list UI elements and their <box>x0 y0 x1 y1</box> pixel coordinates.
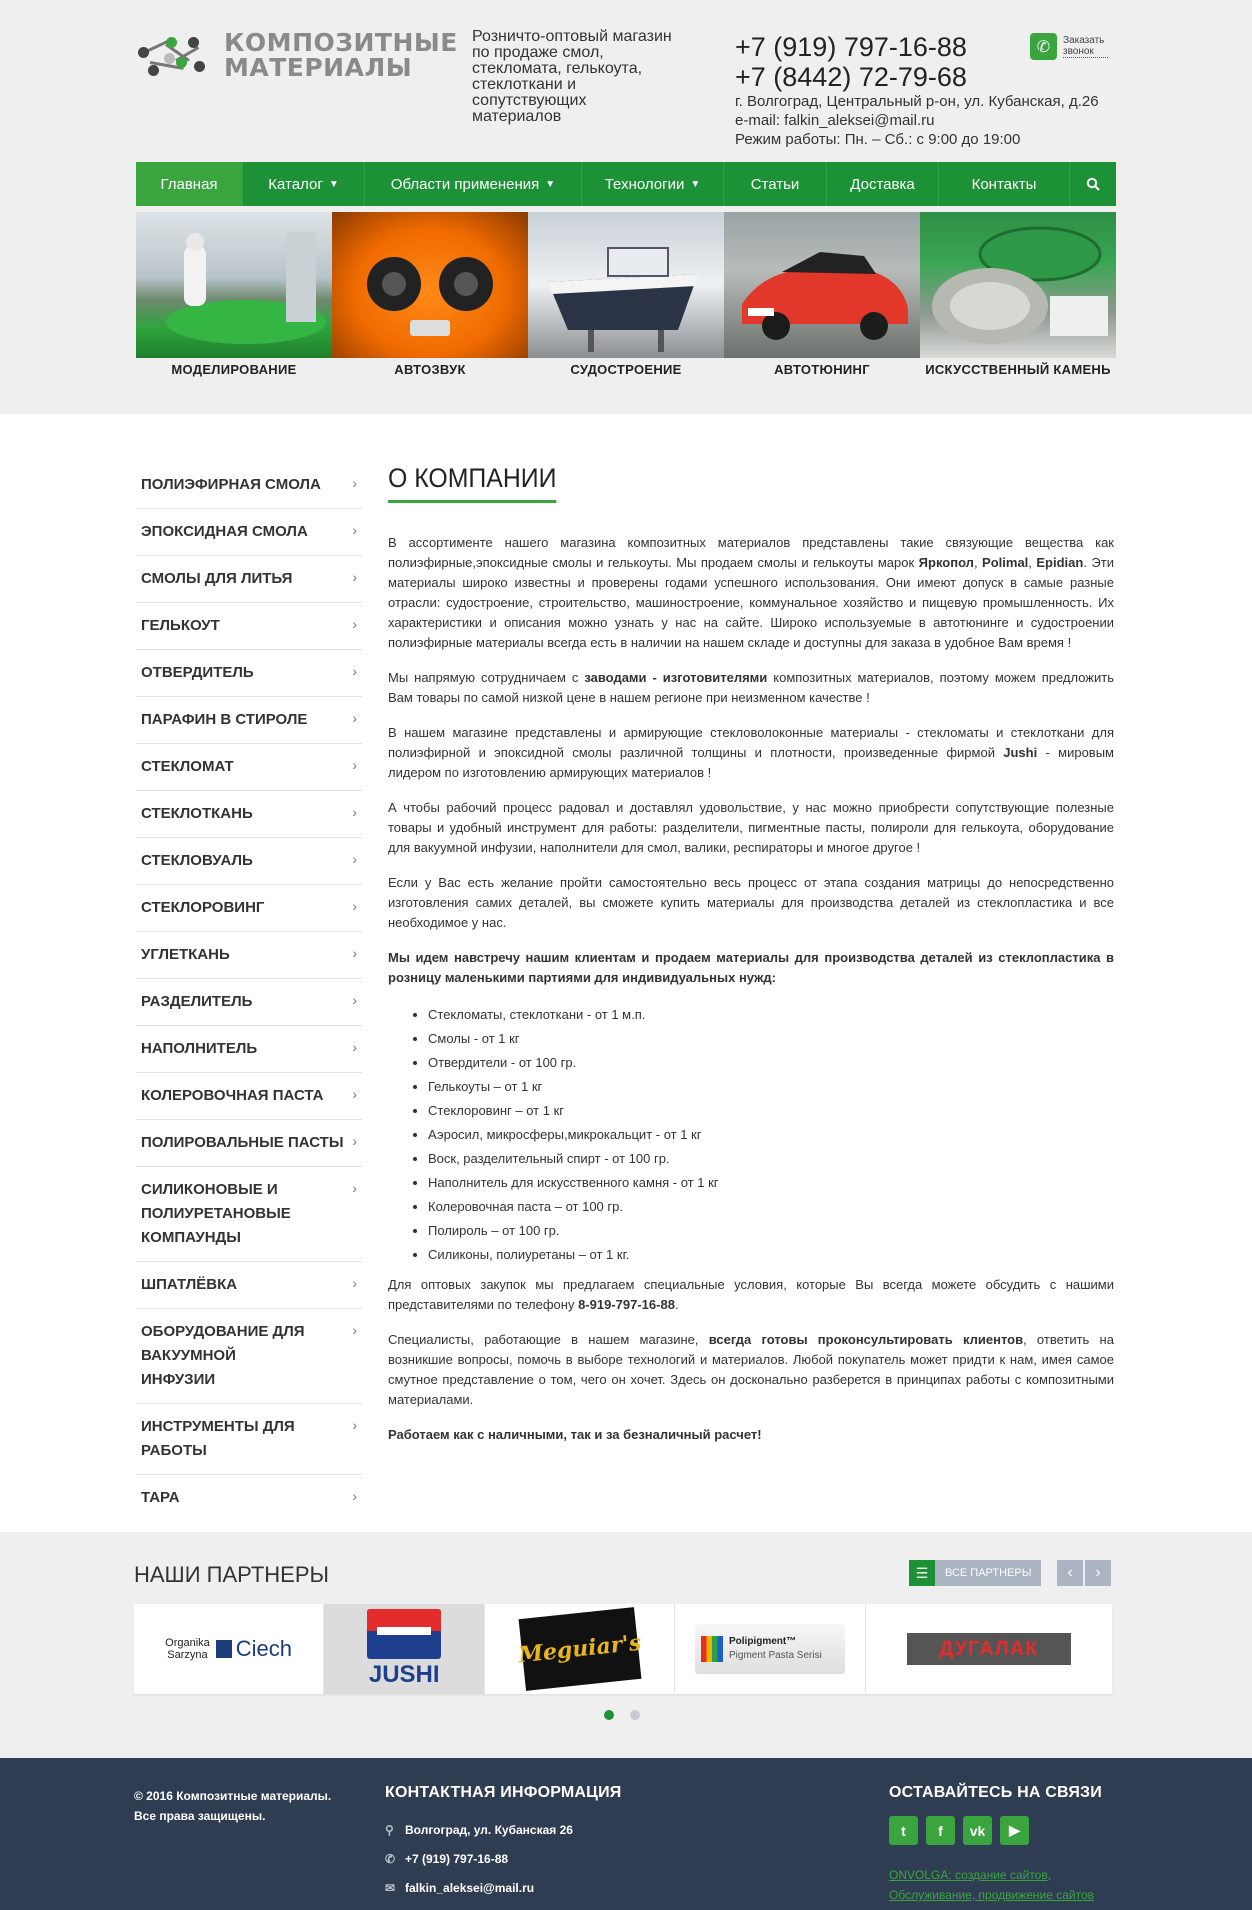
sidebar-item-label: СМОЛЫ ДЛЯ ЛИТЬЯ <box>141 570 293 587</box>
phone-icon: ✆ <box>1030 33 1057 60</box>
nav-label: Доставка <box>850 175 915 193</box>
callback-button[interactable] <box>1030 33 1108 60</box>
logo-molecule-icon <box>136 31 212 79</box>
nav-catalog[interactable] <box>243 162 365 206</box>
banner-caption: СУДОСТРОЕНИЕ <box>570 362 682 377</box>
paragraph: Для оптовых закупок мы предлагаем специальные условия, которые Вы всегда можете обсудить с нашими представителями по телефону 8-919-797-16-88. <box>388 1277 1114 1312</box>
all-partners-label: ВСЕ ПАРТНЕРЫ <box>935 1560 1041 1586</box>
banner-caption: МОДЕЛИРОВАНИЕ <box>171 362 297 377</box>
carousel-dot-active[interactable] <box>604 1710 614 1720</box>
partner-logo-ciech[interactable] <box>134 1604 324 1694</box>
nav-label: Статьи <box>750 175 800 193</box>
store-tagline: Розничто-оптовый магазин по продаже смол, стекломата, гелькоута, стеклоткани и сопутствующих материалов <box>472 28 672 125</box>
chevron-right-icon: › <box>352 1275 357 1291</box>
copyright-line: © 2016 Композитные материалы. <box>134 1789 332 1803</box>
copyright-line: Все права защищены. <box>134 1809 266 1823</box>
banner-modeling[interactable] <box>136 212 332 382</box>
nav-applications[interactable] <box>365 162 582 206</box>
nav-technologies[interactable] <box>582 162 724 206</box>
polipigment-subtitle: Pigment Pasta Serisi <box>728 1650 822 1661</box>
chevron-down-icon: ▼ <box>328 178 339 190</box>
sidebar-item[interactable] <box>136 603 362 650</box>
sidebar-item-label: ЭПОКСИДНАЯ СМОЛА <box>141 523 308 540</box>
prev-arrow-button[interactable] <box>1057 1560 1083 1586</box>
sidebar-item[interactable] <box>136 791 362 838</box>
footer-contacts <box>385 1784 621 1897</box>
sidebar-item-label: РАЗДЕЛИТЕЛЬ <box>141 993 253 1010</box>
list-item: • Гелькоуты – от 1 кг <box>428 1075 1114 1099</box>
chevron-right-icon: › <box>352 851 357 867</box>
sidebar-item-label: ОБОРУДОВАНИЕ ДЛЯ ВАКУУМНОЙ ИНФУЗИИ <box>141 1323 305 1388</box>
vk-icon[interactable]: vk <box>963 1816 992 1845</box>
list-item: • Смолы - от 1 кг <box>428 1027 1114 1051</box>
catalog-sidebar <box>136 462 362 1521</box>
chevron-right-icon: › <box>352 522 357 538</box>
polipigment-mark-icon <box>701 1636 723 1662</box>
main-nav <box>136 162 1116 206</box>
sidebar-item-label: УГЛЕТКАНЬ <box>141 946 230 963</box>
nav-label: Технологии <box>604 175 685 193</box>
list-item: • Стекломаты, стеклоткани - от 1 м.п. <box>428 1003 1114 1027</box>
next-arrow-button[interactable] <box>1085 1560 1111 1586</box>
chevron-right-icon: › <box>352 945 357 961</box>
address: г. Волгоград, Центральный р-он, ул. Кубанская, д.26 <box>735 93 1099 110</box>
paragraph: Мы напрямую сотрудничаем с заводами - изготовителями композитных материалов, поэтому можем предложить Вам товары по самой низкой цене в нашем регионе при неизменном качестве ! <box>388 670 1114 705</box>
nav-home[interactable] <box>136 162 243 206</box>
banner-shipbuilding[interactable] <box>528 212 724 382</box>
jushi-mark-icon <box>367 1609 441 1659</box>
chevron-right-icon: › <box>352 1322 357 1338</box>
banner-caption: ИСКУССТВЕННЫЙ КАМЕНЬ <box>925 362 1111 377</box>
all-partners-button[interactable] <box>909 1560 1041 1586</box>
ciech-logo-text: Ciech <box>235 1636 293 1661</box>
jushi-logo-text: JUSHI <box>368 1661 440 1688</box>
paragraph: В нашем магазине представлены и армирующие стекловолоконные материалы - стекломаты и стеклоткани для полиэфирной и эпоксидной смолы различной толщины и плотности, произведенные фирмой Jushi - мировым лидером по изготовлению армирующих материалов ! <box>388 725 1114 780</box>
sidebar-item-label: ПОЛИРОВАЛЬНЫЕ ПАСТЫ <box>141 1134 344 1151</box>
sidebar-item[interactable] <box>136 838 362 885</box>
list-item: • Колеровочная паста – от 100 гр. <box>428 1195 1114 1219</box>
logo-text: КОМПОЗИТНЫЕ МАТЕРИАЛЫ <box>224 28 458 82</box>
sidebar-item-label: СТЕКЛОРОВИНГ <box>141 899 265 916</box>
chevron-right-icon: › <box>352 804 357 820</box>
carousel-dot[interactable] <box>630 1710 640 1720</box>
facebook-icon[interactable]: f <box>926 1816 955 1845</box>
list-icon: ☰ <box>909 1560 935 1586</box>
sidebar-item[interactable] <box>136 462 362 509</box>
chevron-right-icon: › <box>1095 1564 1101 1581</box>
paragraph: В ассортименте нашего магазина композитных материалов представлены такие связующие вещества как полиэфирные,эпоксидные смолы и гелькоуты. Мы продаем смолы и гелькоуты марок Яркопол, Polimal, Epidian. Эти материалы широко известны и проверены годами успешного использования. Они имеют допуск в самые разные отрасли: судостроение, строительство, машиностроение, коммунальное хозяйство и пищевую промышленность. Их характеристики и описания можно узнать у нас на сайте. Широко используемые в автотюнинге и судостроении полиэфирные материалы всегда есть в наличии на нашем складе и доступны для заказа в удобное Вам время ! <box>388 535 1114 650</box>
banner-caption: АВТОТЮНИНГ <box>774 362 870 377</box>
about-content <box>388 462 1114 1460</box>
polipigment-logo-text: Polipigment™ <box>728 1636 797 1647</box>
paragraph: Специалисты, работающие в нашем магазине, всегда готовы проконсультировать клиентов, ответить на возникшие вопросы, помочь в выборе технологий и материалов. Любой покупатель может придти к нам, имея самое смутное представление о том, чего он хочет. Здесь он досконально разберется в принципах работы с композитными материалами. <box>388 1332 1114 1407</box>
chevron-right-icon: › <box>352 616 357 632</box>
chevron-right-icon: › <box>352 898 357 914</box>
email[interactable]: e-mail: falkin_aleksei@mail.ru <box>735 112 935 129</box>
social-icons <box>889 1816 1102 1845</box>
banner-auto-tuning[interactable] <box>724 212 920 382</box>
ciech-small-text: Sarzyna <box>167 1649 208 1661</box>
chevron-left-icon: ‹ <box>1067 1564 1073 1581</box>
search-icon <box>1086 177 1100 191</box>
chevron-down-icon: ▼ <box>545 178 556 190</box>
chevron-right-icon: › <box>352 1133 357 1149</box>
footer-contacts-title: КОНТАКТНАЯ ИНФОРМАЦИЯ <box>385 1784 622 1801</box>
partners-section <box>0 1532 1252 1758</box>
footer-social-title: ОСТАВАЙТЕСЬ НА СВЯЗИ <box>889 1784 1102 1801</box>
sidebar-item[interactable] <box>136 1167 362 1262</box>
sidebar-item[interactable] <box>136 885 362 932</box>
sidebar-item[interactable] <box>136 1120 362 1167</box>
page-title: О КОМПАНИИ <box>388 462 557 503</box>
mail-icon: ✉ <box>385 1880 396 1895</box>
sidebar-item[interactable] <box>136 979 362 1026</box>
chevron-right-icon: › <box>352 1086 357 1102</box>
retail-list <box>428 1003 1114 1267</box>
sidebar-item[interactable] <box>136 1073 362 1120</box>
footer-email[interactable]: ✉ falkin_aleksei@mail.ru <box>385 1880 535 1895</box>
site-footer <box>0 1758 1252 1910</box>
sidebar-item-label: ШПАТЛЁВКА <box>141 1276 238 1293</box>
ciech-small-text: Organika <box>165 1637 210 1649</box>
callback-label: Заказать звонок <box>1063 35 1108 58</box>
partner-logos <box>134 1604 1112 1694</box>
banner-caption: АВТОЗВУК <box>394 362 466 377</box>
sidebar-item-label: СТЕКЛОТКАНЬ <box>141 805 253 822</box>
partner-logo-polipigment[interactable] <box>675 1604 865 1694</box>
developer-links <box>889 1865 1102 1905</box>
banner-image <box>724 212 920 358</box>
nav-articles[interactable] <box>724 162 827 206</box>
list-item: • Воск, разделительный спирт - от 100 гр. <box>428 1147 1114 1171</box>
chevron-right-icon: › <box>352 757 357 773</box>
banner-artificial-stone[interactable] <box>920 212 1116 382</box>
footer-phone[interactable]: ✆ +7 (919) 797-16-88 <box>385 1851 509 1866</box>
chevron-right-icon: › <box>352 710 357 726</box>
sidebar-item[interactable] <box>136 509 362 556</box>
chevron-right-icon: › <box>352 475 357 491</box>
chevron-right-icon: › <box>352 1180 357 1196</box>
youtube-icon[interactable]: ▶ <box>1000 1816 1029 1845</box>
sidebar-item[interactable] <box>136 697 362 744</box>
sidebar-item[interactable] <box>136 1404 362 1475</box>
list-item: • Наполнитель для искусственного камня - от 1 кг <box>428 1171 1114 1195</box>
partner-logo-meguiars[interactable] <box>485 1604 675 1694</box>
working-hours: Режим работы: Пн. – Сб.: с 9:00 до 19:00 <box>735 131 1021 148</box>
partners-title: НАШИ ПАРТНЕРЫ <box>134 1562 329 1587</box>
chevron-right-icon: › <box>352 569 357 585</box>
chevron-right-icon: › <box>352 1488 357 1504</box>
paragraph: Если у Вас есть желание пройти самостоятельно весь процесс от этапа создания матрицы до непосредственно изготовления самих деталей, вы сможете купить материалы для производства деталей из стеклопластика и все необходимое у нас. <box>388 875 1114 930</box>
ciech-mark-icon <box>216 1640 232 1658</box>
chevron-right-icon: › <box>352 1039 357 1055</box>
map-pin-icon: ⚲ <box>385 1822 394 1837</box>
meguiars-logo-text: Meguiar's <box>517 1629 643 1669</box>
nav-contacts[interactable] <box>939 162 1070 206</box>
sidebar-item[interactable] <box>136 650 362 697</box>
sidebar-item-label: ПАРАФИН В СТИРОЛЕ <box>141 711 308 728</box>
sidebar-item-label: ГЕЛЬКОУТ <box>141 617 220 634</box>
dugalak-logo-text: ДУГАЛАК <box>939 1637 1039 1660</box>
list-item: • Силиконы, полиуретаны – от 1 кг. <box>428 1243 1114 1267</box>
chevron-right-icon: › <box>352 663 357 679</box>
sidebar-item[interactable] <box>136 744 362 791</box>
footer-address: ⚲ Волгоград, ул. Кубанская 26 <box>385 1822 573 1837</box>
application-banners <box>136 212 1116 382</box>
sidebar-item-label: НАПОЛНИТЕЛЬ <box>141 1040 258 1057</box>
list-item: • Полироль – от 100 гр. <box>428 1219 1114 1243</box>
list-item: • Отвердители - от 100 гр. <box>428 1051 1114 1075</box>
sidebar-item-label: ПОЛИЭФИРНАЯ СМОЛА <box>141 476 321 493</box>
sidebar-item-label: ТАРА <box>141 1489 180 1506</box>
sidebar-item-label: СТЕКЛОВУАЛЬ <box>141 852 253 869</box>
search-button[interactable] <box>1070 162 1116 206</box>
banner-image <box>136 212 332 358</box>
footer-social <box>889 1784 1102 1905</box>
banner-image <box>920 212 1116 358</box>
nav-delivery[interactable] <box>827 162 939 206</box>
list-item: • Стеклоровинг – от 1 кг <box>428 1099 1114 1123</box>
phone-1[interactable]: +7 (919) 797-16-88 <box>735 32 967 62</box>
paragraph: Мы идем навстречу нашим клиентам и продаем материалы для производства деталей из стеклопластика в розницу маленькими партиями для индивидуальных нужд: <box>388 950 1114 985</box>
sidebar-item-label: СТЕКЛОМАТ <box>141 758 234 775</box>
chevron-right-icon: › <box>352 1417 357 1433</box>
nav-label: Каталог <box>268 175 323 193</box>
sidebar-item[interactable] <box>136 556 362 603</box>
sidebar-item[interactable] <box>136 932 362 979</box>
banner-image <box>528 212 724 358</box>
partner-logo-dugalak[interactable] <box>866 1604 1112 1694</box>
partner-logo-jushi[interactable] <box>324 1604 485 1694</box>
sidebar-item[interactable] <box>136 1262 362 1309</box>
nav-label: Контакты <box>971 175 1037 193</box>
developer-link[interactable]: ONVOLGA: создание сайтов, <box>889 1868 1052 1882</box>
sidebar-item-label: КОЛЕРОВОЧНАЯ ПАСТА <box>141 1087 324 1104</box>
carousel-pagination <box>604 1710 656 1720</box>
nav-label: Области применения <box>390 175 540 193</box>
paragraph: А чтобы рабочий процесс радовал и доставлял удовольствие, у нас можно приобрести сопутствующие полезные товары и удобный инструмент для работы: разделители, пигментные пасты, полироли для гелькоута, оборудование для вакуумной инфузии, наполнители для смол, валики, респираторы и многое другое ! <box>388 800 1114 855</box>
copyright <box>134 1786 331 1826</box>
sidebar-item-label: СИЛИКОНОВЫЕ И ПОЛИУРЕТАНОВЫЕ КОМПАУНДЫ <box>141 1181 291 1246</box>
meguiars-badge <box>518 1607 641 1691</box>
paragraph: Работаем как с наличными, так и за безналичный расчет! <box>388 1427 762 1442</box>
twitter-icon[interactable]: t <box>889 1816 918 1845</box>
chevron-right-icon: › <box>352 992 357 1008</box>
developer-link[interactable]: Обслуживание, продвижение сайтов <box>889 1888 1095 1902</box>
sidebar-item[interactable] <box>136 1475 362 1521</box>
sidebar-item-label: ОТВЕРДИТЕЛЬ <box>141 664 254 681</box>
sidebar-item-label: ИНСТРУМЕНТЫ ДЛЯ РАБОТЫ <box>141 1418 295 1459</box>
phone-icon: ✆ <box>385 1851 396 1866</box>
banner-car-audio[interactable] <box>332 212 528 382</box>
phone-2[interactable]: +7 (8442) 72-79-68 <box>735 62 967 92</box>
sidebar-item[interactable] <box>136 1309 362 1404</box>
sidebar-item[interactable] <box>136 1026 362 1073</box>
list-item: • Аэросил, микросферы,микрокальцит - от 1 кг <box>428 1123 1114 1147</box>
chevron-down-icon: ▼ <box>690 178 701 190</box>
site-logo[interactable] <box>136 30 458 80</box>
banner-image <box>332 212 528 358</box>
nav-label: Главная <box>160 175 218 193</box>
